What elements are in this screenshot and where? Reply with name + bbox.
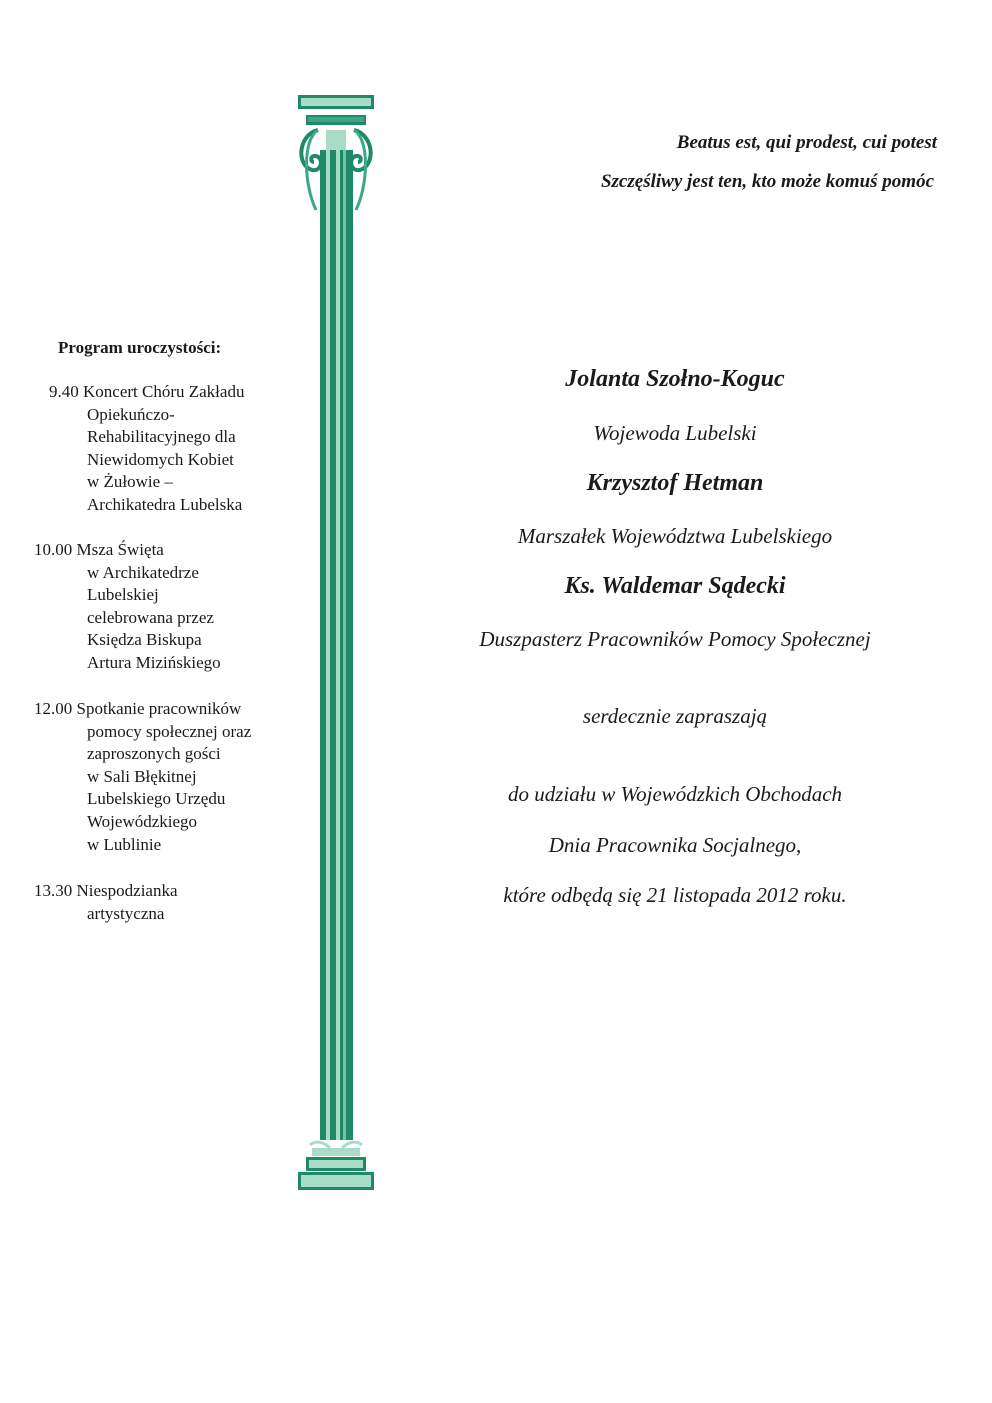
program-line: Msza Święta: [76, 540, 164, 559]
program-line: w Sali Błękitnej: [87, 766, 197, 786]
program-item: [49, 381, 309, 517]
host-name: Jolanta Szołno-Koguc: [565, 366, 785, 392]
invitation-line: do udziału w Wojewódzkich Obchodach: [507, 782, 843, 806]
program-time: 12.00: [34, 699, 73, 718]
program-time: 9.40: [49, 382, 79, 401]
program-item: [34, 539, 294, 675]
program-time: 13.30: [34, 881, 73, 900]
host-role: Duszpasterz Pracowników Pomocy Społecznej: [479, 627, 871, 651]
invitation-line: Dnia Pracownika Socjalnego,: [548, 833, 802, 857]
program-line: Spotkanie pracowników: [76, 699, 242, 718]
program-line: Opiekuńczo-: [87, 404, 175, 424]
program-item: [34, 698, 294, 856]
program-line: Rehabilitacyjnego dla: [87, 427, 236, 447]
program-title: Program uroczystości:: [58, 338, 222, 357]
program-line: Niespodzianka: [76, 881, 178, 900]
program-line: Archikatedra Lubelska: [87, 494, 243, 514]
program-line: Lubelskiego Urzędu: [87, 789, 226, 809]
host-name: Ks. Waldemar Sądecki: [564, 573, 786, 599]
program-line: Artura Mizińskiego: [87, 652, 221, 672]
program-line: w Żułowie –: [87, 472, 173, 492]
program-line: zaproszonych gości: [87, 744, 221, 764]
program-item: [34, 880, 294, 925]
host-role: Wojewoda Lubelski: [593, 421, 757, 445]
program-line: Niewidomych Kobiet: [87, 449, 234, 469]
quote-polish: Szczęśliwy jest ten, kto może komuś pomóc: [600, 171, 934, 192]
program-line: w Archikatedrze: [87, 562, 199, 582]
invitation-line: serdecznie zapraszają: [582, 704, 768, 728]
program-line: celebrowana przez: [87, 607, 214, 627]
program-line: Księdza Biskupa: [87, 630, 202, 650]
program-line: w Lublinie: [87, 834, 162, 854]
program-line: pomocy społecznej oraz: [87, 721, 252, 741]
quote-latin: Beatus est, qui prodest, cui potest: [676, 132, 937, 153]
host-role: Marszałek Województwa Lubelskiego: [517, 524, 833, 548]
program-line: Koncert Chóru Zakładu: [83, 382, 245, 401]
program-line: artystyczna: [87, 903, 165, 923]
column-decoration: [290, 90, 385, 1195]
program-time: 10.00: [34, 540, 73, 559]
host-name: Krzysztof Hetman: [586, 470, 764, 496]
program-line: Wojewódzkiego: [87, 811, 198, 831]
invitation-line: które odbędą się 21 listopada 2012 roku.: [503, 883, 847, 907]
program-line: Lubelskiej: [87, 585, 159, 605]
